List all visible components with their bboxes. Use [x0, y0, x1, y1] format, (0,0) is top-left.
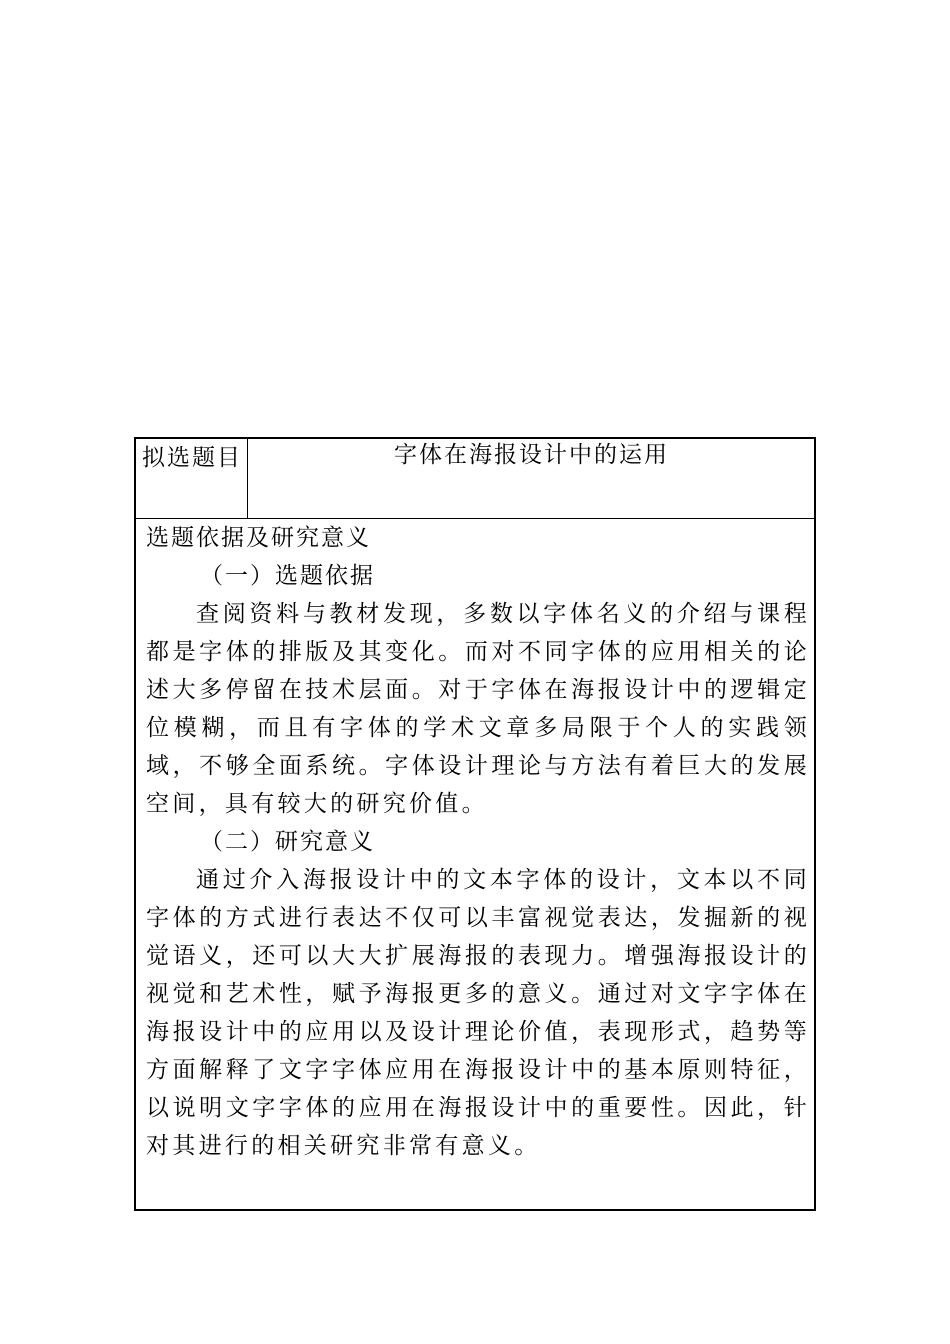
section-heading: 选题依据及研究意义	[146, 525, 371, 551]
title-label: 拟选题目	[142, 445, 242, 471]
basis-paragraph: 查阅资料与教材发现，多数以字体名义的介绍与课程都是字体的排版及其变化。而对不同字体的应用相关的论述大多停留在技术层面。对于字体在海报设计中的逻辑定位模糊，而且有字体的学术文章多局限于个人的实践领域，不够全面系统。字体设计理论与方法有着巨大的发展空间，具有较大的研究价值。	[146, 601, 810, 817]
subsection-heading-basis: （一）选题依据	[200, 563, 375, 589]
title-label-cell	[136, 439, 248, 518]
title-value: 字体在海报设计中的运用	[394, 442, 669, 468]
significance-paragraph: 通过介入海报设计中的文本字体的设计，文本以不同字体的方式进行表达不仅可以丰富视觉表达，发掘新的视觉语义，还可以大大扩展海报的表现力。增强海报设计的视觉和艺术性，赋予海报更多的意义。通过对文字字体在海报设计中的应用以及设计理论价值，表现形式，趋势等方面解释了文字字体应用在海报设计中的基本原则特征，以说明文字字体的应用在海报设计中的重要性。因此，针对其进行的相关研究非常有意义。	[146, 867, 810, 1159]
subsection-heading-significance: （二）研究意义	[200, 829, 375, 855]
proposal-form-table	[134, 437, 816, 1211]
rationale-text	[146, 519, 810, 1165]
rationale-cell	[136, 519, 814, 1209]
title-row	[136, 439, 814, 519]
